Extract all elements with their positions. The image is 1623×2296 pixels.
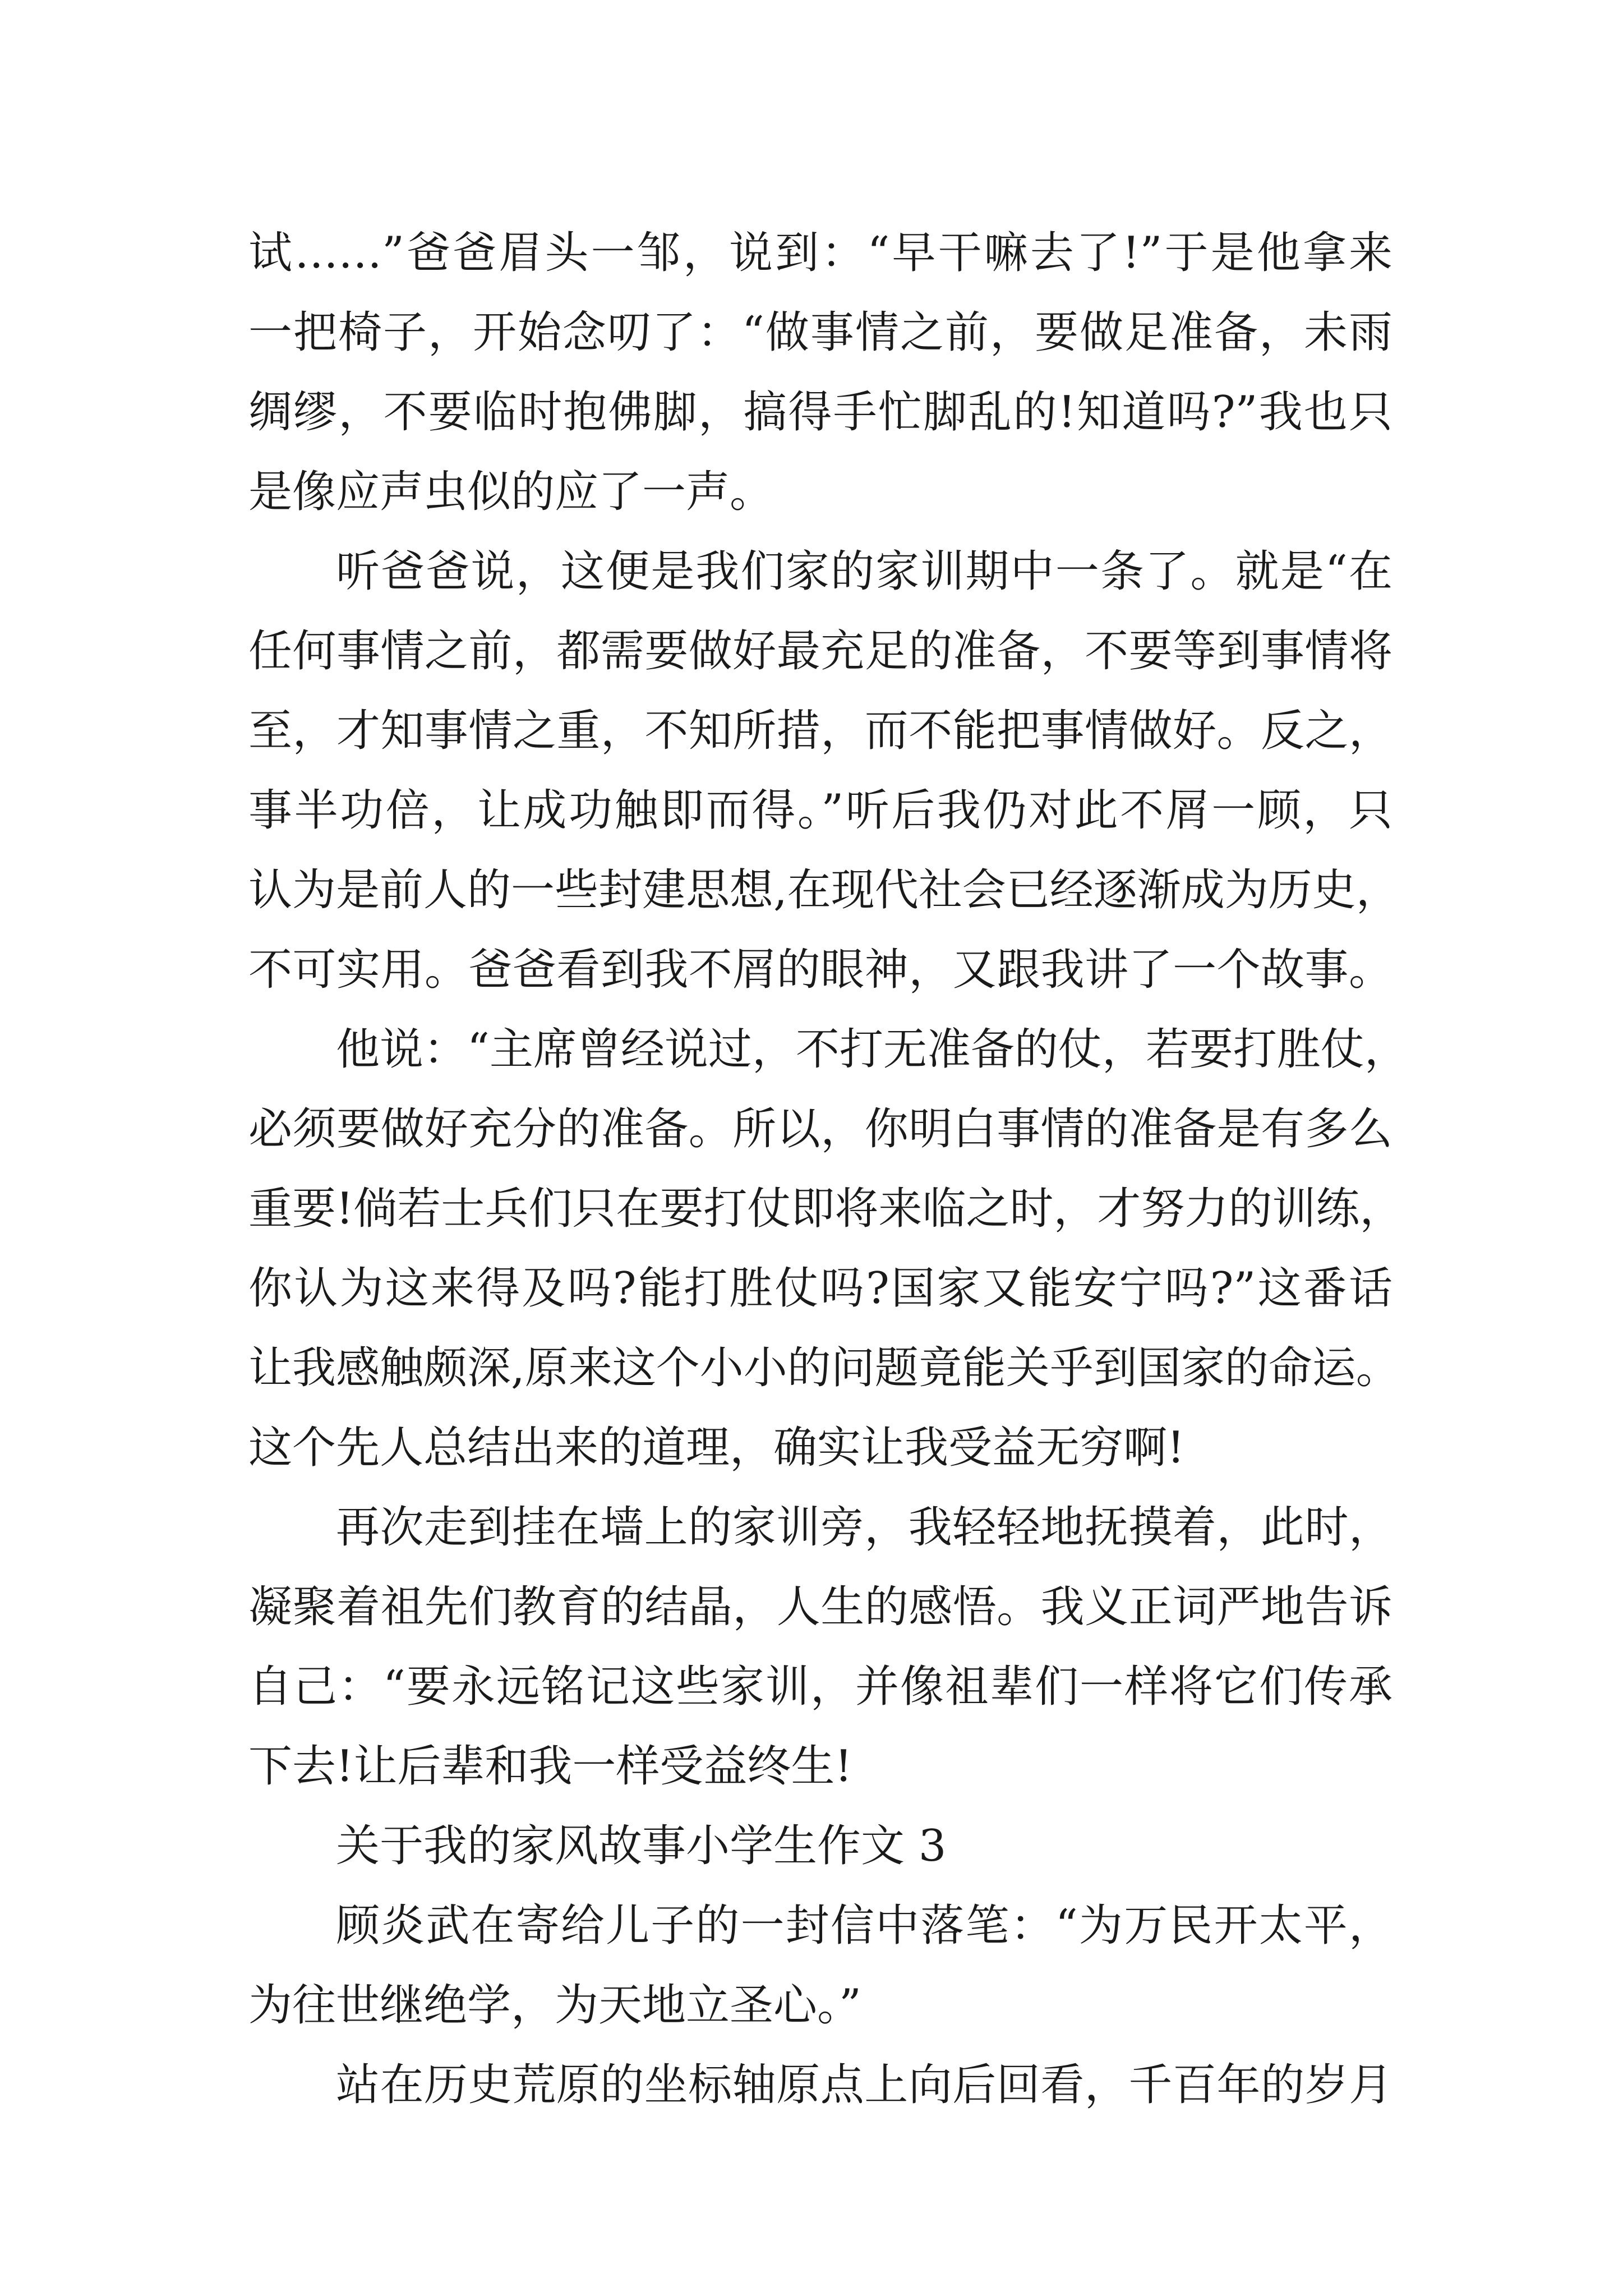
text-line: 你认为这来得及吗?能打胜仗吗?国家又能安宁吗?”这番话 <box>248 1263 1393 1314</box>
text-line: 至，才知事情之重，不知所措，而不能把事情做好。反之， <box>248 706 1393 756</box>
paragraph-first-line: 顾炎武在寄给儿子的一封信中落笔：“为万民开太平， <box>336 1901 1393 1951</box>
section-heading: 关于我的家风故事小学生作文 3 <box>336 1821 947 1871</box>
text-line: 任何事情之前，都需要做好最充足的准备，不要等到事情将 <box>248 626 1393 677</box>
text-line: 不可实用。爸爸看到我不屑的眼神，又跟我讲了一个故事。 <box>248 945 1393 995</box>
paragraph-first-line: 听爸爸说，这便是我们家的家训期中一条了。就是“在 <box>336 546 1393 597</box>
text-line: 让我感触颇深,原来这个小小的问题竟能关乎到国家的命运。 <box>248 1343 1400 1393</box>
paragraph-first-line: 他说：“主席曾经说过，不打无准备的仗，若要打胜仗， <box>336 1024 1408 1075</box>
text-line: 试……”爸爸眉头一邹，说到：“早干嘛去了!”于是他拿来 <box>248 228 1393 278</box>
text-line: 是像应声虫似的应了一声。 <box>248 467 774 517</box>
text-line: 这个先人总结出来的道理，确实让我受益无穷啊! <box>248 1423 1185 1473</box>
document-body <box>248 213 1408 2125</box>
paragraph-first-line: 站在历史荒原的坐标轴原点上向后回看，千百年的岁月 <box>336 2060 1393 2110</box>
text-line: 下去!让后辈和我一样受益终生! <box>248 1741 852 1792</box>
text-line: 认为是前人的一些封建思想,在现代社会已经逐渐成为历史， <box>248 865 1400 915</box>
text-line: 一把椅子，开始念叨了：“做事情之前，要做足准备，未雨 <box>248 307 1393 358</box>
text-line: 必须要做好充分的准备。所以，你明白事情的准备是有多么 <box>248 1104 1393 1154</box>
text-line: 凝聚着祖先们教育的结晶，人生的感悟。我义正词严地告诉 <box>248 1582 1393 1632</box>
text-line: 绸缪，不要临时抱佛脚，搞得手忙脚乱的!知道吗?”我也只 <box>248 387 1393 438</box>
text-line: 事半功倍，让成功触即而得。”听后我仍对此不屑一顾，只 <box>248 785 1393 836</box>
paragraph-first-line: 再次走到挂在墙上的家训旁，我轻轻地抚摸着，此时， <box>336 1502 1393 1553</box>
text-line: 为往世继绝学，为天地立圣心。” <box>248 1980 861 2031</box>
text-line: 自己：“要永远铭记这些家训，并像祖辈们一样将它们传承 <box>248 1662 1393 1712</box>
text-line: 重要!倘若士兵们只在要打仗即将来临之时，才努力的训练， <box>248 1184 1404 1234</box>
